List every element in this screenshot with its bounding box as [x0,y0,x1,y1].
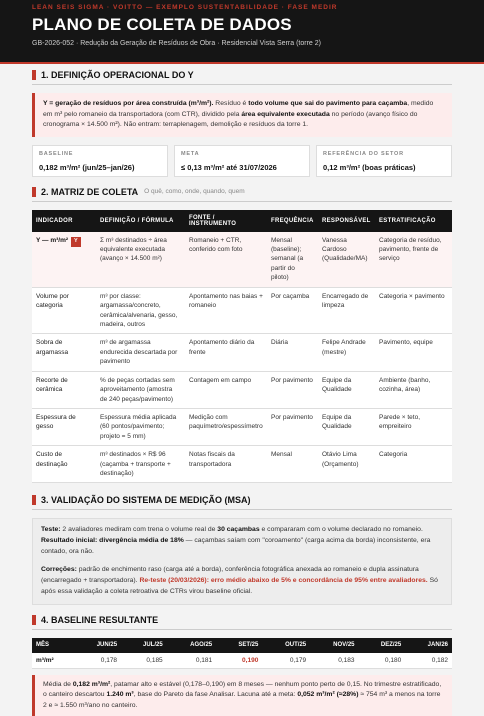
kpi-label: BASELINE [39,150,74,157]
table-row [32,371,452,408]
msa-label: Correções: [41,566,77,574]
y-badge: Y [71,237,81,247]
column-header: AGO/25 [167,638,216,653]
section-1-title: 1. DEFINIÇÃO OPERACIONAL DO Y [41,70,194,80]
collection-matrix-table [32,210,452,484]
page-title: PLANO DE COLETA DE DADOS [32,15,292,34]
msa-text: e compararam com o volume declarado no romaneio. [259,526,423,534]
value-cell: 0,179 [262,653,310,669]
header-kicker: LEAN SEIS SIGMA · VOITTO — EXEMPLO SUSTENTABILIDADE · FASE MEDIR [32,4,338,11]
y-definition: Y = geração de resíduos por área construída (m³/m²). [43,100,214,107]
owner-cell: Equipe da Qualidade [318,408,375,445]
column-header: ESTRATIFICAÇÃO [375,210,452,232]
section-marker [32,495,36,505]
frequency-cell: Mensal [267,446,318,483]
msa-retest-result: Re-teste (20/03/2026): erro médio abaixo de 5% e concordância de 95% entre avaliadores. [139,576,428,584]
baseline-note [32,675,452,716]
table-row [32,653,452,669]
msa-text: padrão de enchimento raso (carga até a borda), conferência fotográfica anexada ao romaneio e dupla assinatura (encarregado + transportadora). [41,566,419,584]
table-row [32,232,452,288]
source-cell: Contagem em campo [185,371,267,408]
value-cell: 0,185 [121,653,167,669]
section-2-subtitle: O quê, como, onde, quando, quem [144,188,245,196]
frequency-cell: Diária [267,334,318,371]
kpi-value: 0,182 m³/m² (jun/25–jan/26) [39,162,135,172]
kpi-label: META [181,150,200,157]
stratification-cell: Ambiente (banho, cozinha, área) [375,371,452,408]
column-header: SET/25 [216,638,262,653]
column-header: OUT/25 [262,638,310,653]
column-header: RESPONSÁVEL [318,210,375,232]
column-header: JUL/25 [121,638,167,653]
definition-cell: Espessura média aplicada (60 pontos/pavimento; projeto = 5 mm) [96,408,185,445]
content [0,70,484,716]
indicator-cell: Volume por categoria [32,287,96,334]
column-header: FREQUÊNCIA [267,210,318,232]
table-header-row [32,210,452,232]
stratification-cell: Parede × teto, empreiteiro [375,408,452,445]
value-cell-peak: 0,190 [216,653,262,669]
table-row [32,446,452,483]
section-marker [32,70,36,80]
msa-text: 2 avaliadores mediram com trena o volume real de [60,526,218,534]
row-label: m³/m² [32,653,74,669]
kpi-value: 0,12 m³/m² (boas práticas) [323,162,416,172]
owner-cell: Vanessa Cardoso (Qualidade/MA) [318,232,375,288]
callout-text: , medido em m³ pelo romaneio da transportadora (com CTR), dividido pela [43,100,434,118]
stratification-cell: Pavimento, equipe [375,334,452,371]
owner-cell: Otávio Lima (Orçamento) [318,446,375,483]
section-4-heading [32,615,452,625]
note-text: Média de [43,680,73,688]
section-2-title: 2. MATRIZ DE COLETA [41,186,139,197]
stratification-cell: Categoria [375,446,452,483]
section-3-heading [32,495,452,505]
kpi-value: ≤ 0,13 m³/m² até 31/07/2026 [181,162,277,172]
msa-box [32,518,452,604]
kpi-cards [32,145,452,177]
table-row [32,287,452,334]
definition-cell: m³ de argamassa endurecida descartada por pavimento [96,334,185,371]
kpi-label: REFERÊNCIA DO SETOR [323,150,404,157]
section-marker [32,615,36,625]
stratification-cell: Categoria de resíduo, pavimento, frente de serviço [375,232,452,288]
header [0,0,484,64]
table-row [32,408,452,445]
frequency-cell: Por pavimento [267,408,318,445]
table-row [32,334,452,371]
source-cell: Medição com paquímetro/espessímetro [185,408,267,445]
note-text: , base do Pareto da fase Analisar. Lacuna até a meta: [133,691,298,699]
indicator-cell: Custo de destinação [32,446,96,483]
callout-emphasis: todo volume que sai do pavimento para caçamba [248,100,408,107]
indicator-cell: Espessura de gesso [32,408,96,445]
indicator-cell: Recorte de cerâmica [32,371,96,408]
kpi-sector-reference [316,145,452,177]
baseline-table [32,638,452,669]
definition-cell: % de peças cortadas sem aproveitamento (amostra de 240 peças/pavimento) [96,371,185,408]
source-cell: Apontamento diário da frente [185,334,267,371]
note-emphasis: 0,052 m³/m² (≈28%) [297,691,359,699]
callout-emphasis: área equivalente executada [241,110,330,118]
section-divider [32,629,452,630]
section-divider [32,201,452,202]
column-header: JAN/26 [405,638,452,653]
source-cell: Apontamento nas baias + romaneio [185,287,267,334]
msa-text: Só após essa validação a coleta retroativa de CTRs virou baseline oficial. [41,576,438,595]
kpi-target [174,145,310,177]
source-cell: Romaneio + CTR, conferido com foto [185,232,267,288]
indicator-label: Y — m³/m² [36,236,69,244]
column-header: DEFINIÇÃO / FÓRMULA [96,210,185,232]
note-text: ≈ 754 m³ a menos na torre 2 e ≈ 1.550 m³/ano no canteiro. [43,691,441,709]
y-definition-callout [32,93,452,137]
value-cell: 0,181 [167,653,216,669]
table-header-row [32,638,452,653]
section-3-title: 3. VALIDAÇÃO DO SISTEMA DE MEDIÇÃO (MSA) [41,495,251,506]
section-4-title: 4. BASELINE RESULTANTE [41,614,159,625]
msa-test-paragraph [41,525,443,558]
frequency-cell: Por pavimento [267,371,318,408]
indicator-cell [32,232,96,288]
msa-text: — caçambas saíam com "coroamento" (carga acima da borda) inconsistente, era contado, ora não. [41,537,431,556]
note-emphasis: 1.240 m³ [106,691,134,699]
column-header: FONTE / INSTRUMENTO [185,210,267,232]
value-cell: 0,178 [74,653,121,669]
msa-corrections-paragraph [41,565,443,598]
owner-cell: Encarregado de limpeza [318,287,375,334]
column-header: NOV/25 [310,638,358,653]
column-header: INDICADOR [32,210,96,232]
indicator-cell: Sobra de argamassa [32,334,96,371]
msa-label: Teste: [41,526,61,534]
section-1-heading [32,70,452,80]
definition-cell: m³ por classe: argamassa/concreto, cerâmica/alvenaria, gesso, madeira, outros [96,287,185,334]
msa-emphasis: 30 caçambas [217,526,260,534]
owner-cell: Equipe da Qualidade [318,371,375,408]
value-cell: 0,183 [310,653,358,669]
value-cell: 0,180 [359,653,406,669]
source-cell: Notas fiscais da transportadora [185,446,267,483]
definition-cell: Σ m³ destinados ÷ área equivalente executada (avanço × 14.500 m²) [96,232,185,288]
section-2-heading [32,187,452,197]
kpi-baseline [32,145,168,177]
stratification-cell: Categoria × pavimento [375,287,452,334]
note-text: , patamar alto e estável (0,178–0,190) em 8 meses — nenhum ponto perto de 0,15. No trimestre estratificado, o canteiro descartou [43,680,442,699]
section-marker [32,187,36,197]
header-subtitle: GB-2026-052 · Redução da Geração de Resíduos de Obra · Residencial Vista Serra (torre 2) [32,40,321,47]
column-header: DEZ/25 [359,638,406,653]
frequency-cell: Mensal (baseline); semanal (a partir do piloto) [267,232,318,288]
callout-text: Resíduo é [213,100,249,107]
definition-cell: m³ destinados × R$ 96 (caçamba + transporte + destinação) [96,446,185,483]
callout-text: no período (avanço físico do cronograma × 14.500 m²). Não entram: terraplenagem, demolição e resíduos da torre 1. [43,110,418,129]
owner-cell: Felipe Andrade (mestre) [318,334,375,371]
msa-emphasis: Resultado inicial: divergência média de 18% [41,537,184,545]
value-cell: 0,182 [405,653,452,669]
section-divider [32,509,452,510]
section-divider [32,84,452,85]
note-emphasis: 0,182 m³/m² [72,680,111,688]
frequency-cell: Por caçamba [267,287,318,334]
column-header: JUN/25 [74,638,121,653]
column-header: MÊS [32,638,74,653]
